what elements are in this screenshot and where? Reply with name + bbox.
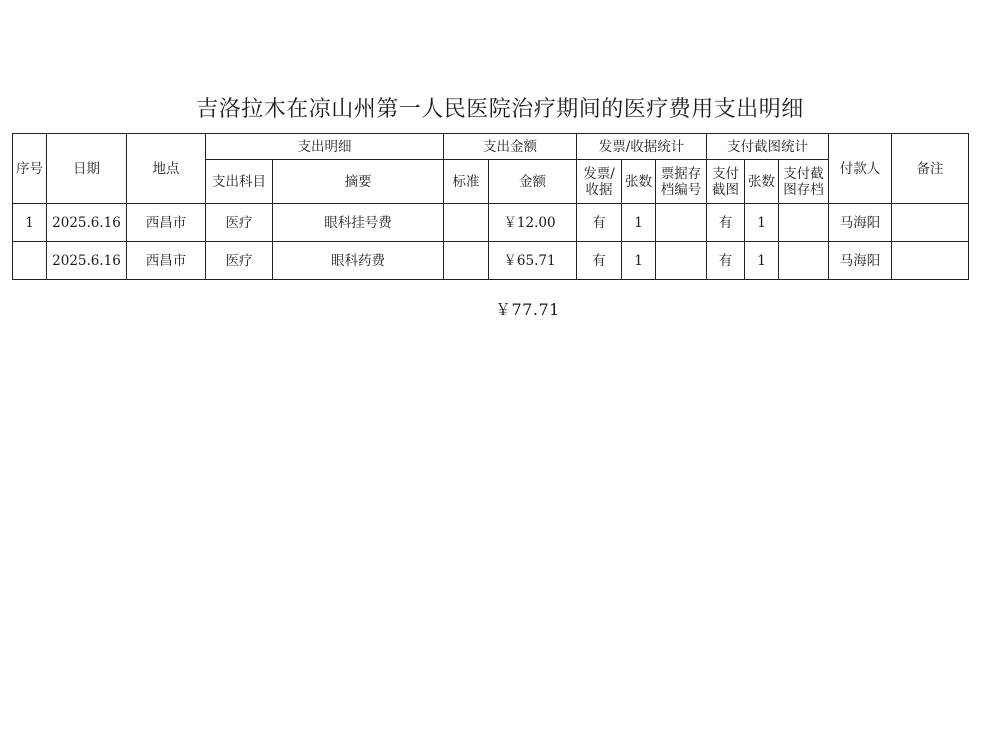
cell-invoice: 有 [577,242,622,280]
expense-table [12,133,969,280]
header-amount: 金额 [489,160,577,204]
cell-remark [892,242,969,280]
cell-amount: ￥12.00 [489,204,577,242]
header-screenshot-archive: 支付截图存档 [779,160,829,204]
cell-screenshot-count: 1 [745,242,779,280]
header-remark: 备注 [892,134,969,204]
cell-invoice-archive [656,242,707,280]
header-pay-screenshot: 支付截图 [707,160,745,204]
cell-payer: 马海阳 [829,242,892,280]
header-date: 日期 [47,134,127,204]
cell-seq [13,242,47,280]
cell-place: 西昌市 [127,204,206,242]
cell-screenshot-count: 1 [745,204,779,242]
header-invoice-group: 发票/收据统计 [577,134,707,160]
header-invoice-count: 张数 [622,160,656,204]
cell-screenshot-archive [779,204,829,242]
cell-summary: 眼科药费 [273,242,444,280]
cell-remark [892,204,969,242]
cell-category: 医疗 [206,204,273,242]
total-amount: ￥77.71 [495,300,560,319]
cell-date: 2025.6.16 [47,204,127,242]
header-screenshot-group: 支付截图统计 [707,134,829,160]
cell-screenshot: 有 [707,242,745,280]
document-title: 吉洛拉木在凉山州第一人民医院治疗期间的医疗费用支出明细 [196,97,804,122]
cell-payer: 马海阳 [829,204,892,242]
header-standard: 标准 [444,160,489,204]
header-row-1 [13,134,969,160]
header-payer: 付款人 [829,134,892,204]
cell-screenshot: 有 [707,204,745,242]
cell-category: 医疗 [206,242,273,280]
cell-invoice-count: 1 [622,242,656,280]
cell-date: 2025.6.16 [47,242,127,280]
header-invoice-receipt: 发票/收据 [577,160,622,204]
cell-amount: ￥65.71 [489,242,577,280]
cell-seq: 1 [13,204,47,242]
cell-place: 西昌市 [127,242,206,280]
cell-invoice-archive [656,204,707,242]
cell-invoice-count: 1 [622,204,656,242]
header-detail-group: 支出明细 [206,134,444,160]
header-amount-group: 支出金额 [444,134,577,160]
header-summary: 摘要 [273,160,444,204]
header-seq: 序号 [13,134,47,204]
header-place: 地点 [127,134,206,204]
header-category: 支出科目 [206,160,273,204]
cell-summary: 眼科挂号费 [273,204,444,242]
cell-standard [444,204,489,242]
table-row [13,204,969,242]
cell-invoice: 有 [577,204,622,242]
cell-screenshot-archive [779,242,829,280]
header-screenshot-count: 张数 [745,160,779,204]
cell-standard [444,242,489,280]
table-row [13,242,969,280]
header-invoice-archive-no: 票据存档编号 [656,160,707,204]
